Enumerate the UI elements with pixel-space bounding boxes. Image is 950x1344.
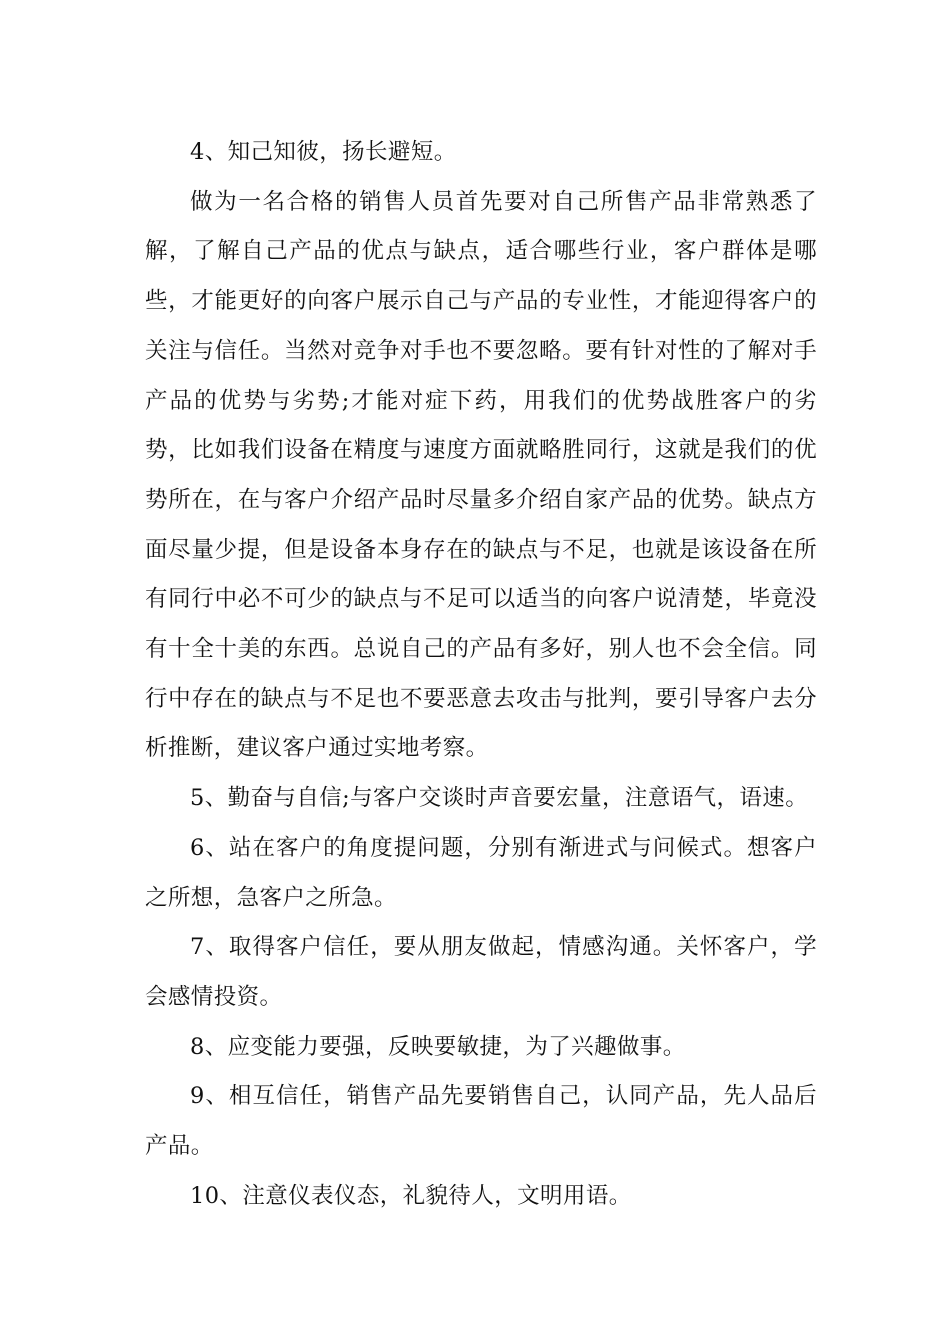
paragraph-product-knowledge: 做为一名合格的销售人员首先要对自己所售产品非常熟悉了解，了解自己产品的优点与缺点，适合哪些行业，客户群体是哪些，才能更好的向客户展示自己与产品的专业性，才能迎得客户的关注与信任。当然对竞争对手也不要忽略。要有针对性的了解对手产品的优势与劣势;才能对症下药，用我们的优势战胜客户的劣势，比如我们设备在精度与速度方面就略胜同行，这就是我们的优势所在，在与客户介绍产品时尽量多介绍自家产品的优势。缺点方面尽量少提，但是设备本身存在的缺点与不足，也就是该设备在所有同行中必不可少的缺点与不足可以适当的向客户说清楚，毕竟没有十全十美的东西。总说自己的产品有多好，别人也不会全信。同行中存在的缺点与不足也不要恶意去攻击与批判，要引导客户去分析推断，建议客户通过实地考察。 — [145, 188, 817, 762]
paragraph-item-6: 6、站在客户的角度提问题，分别有渐进式与问候式。想客户之所想，急客户之所急。 — [145, 834, 817, 911]
paragraph-item-10: 10、注意仪表仪态，礼貌待人，文明用语。 — [190, 1182, 632, 1209]
document-body — [145, 128, 817, 1221]
paragraph-item-5: 5、勤奋与自信;与客户交谈时声音要宏量，注意语气，语速。 — [190, 785, 809, 812]
paragraph-item-7: 7、取得客户信任，要从朋友做起，情感沟通。关怀客户，学会感情投资。 — [145, 934, 817, 1010]
paragraph-item-9: 9、相互信任，销售产品先要销售自己，认同产品，先人品后产品。 — [145, 1083, 817, 1160]
paragraph-item-4: 4、知己知彼，扬长避短。 — [190, 139, 457, 165]
paragraph-item-8: 8、应变能力要强，反映要敏捷，为了兴趣做事。 — [190, 1033, 686, 1060]
